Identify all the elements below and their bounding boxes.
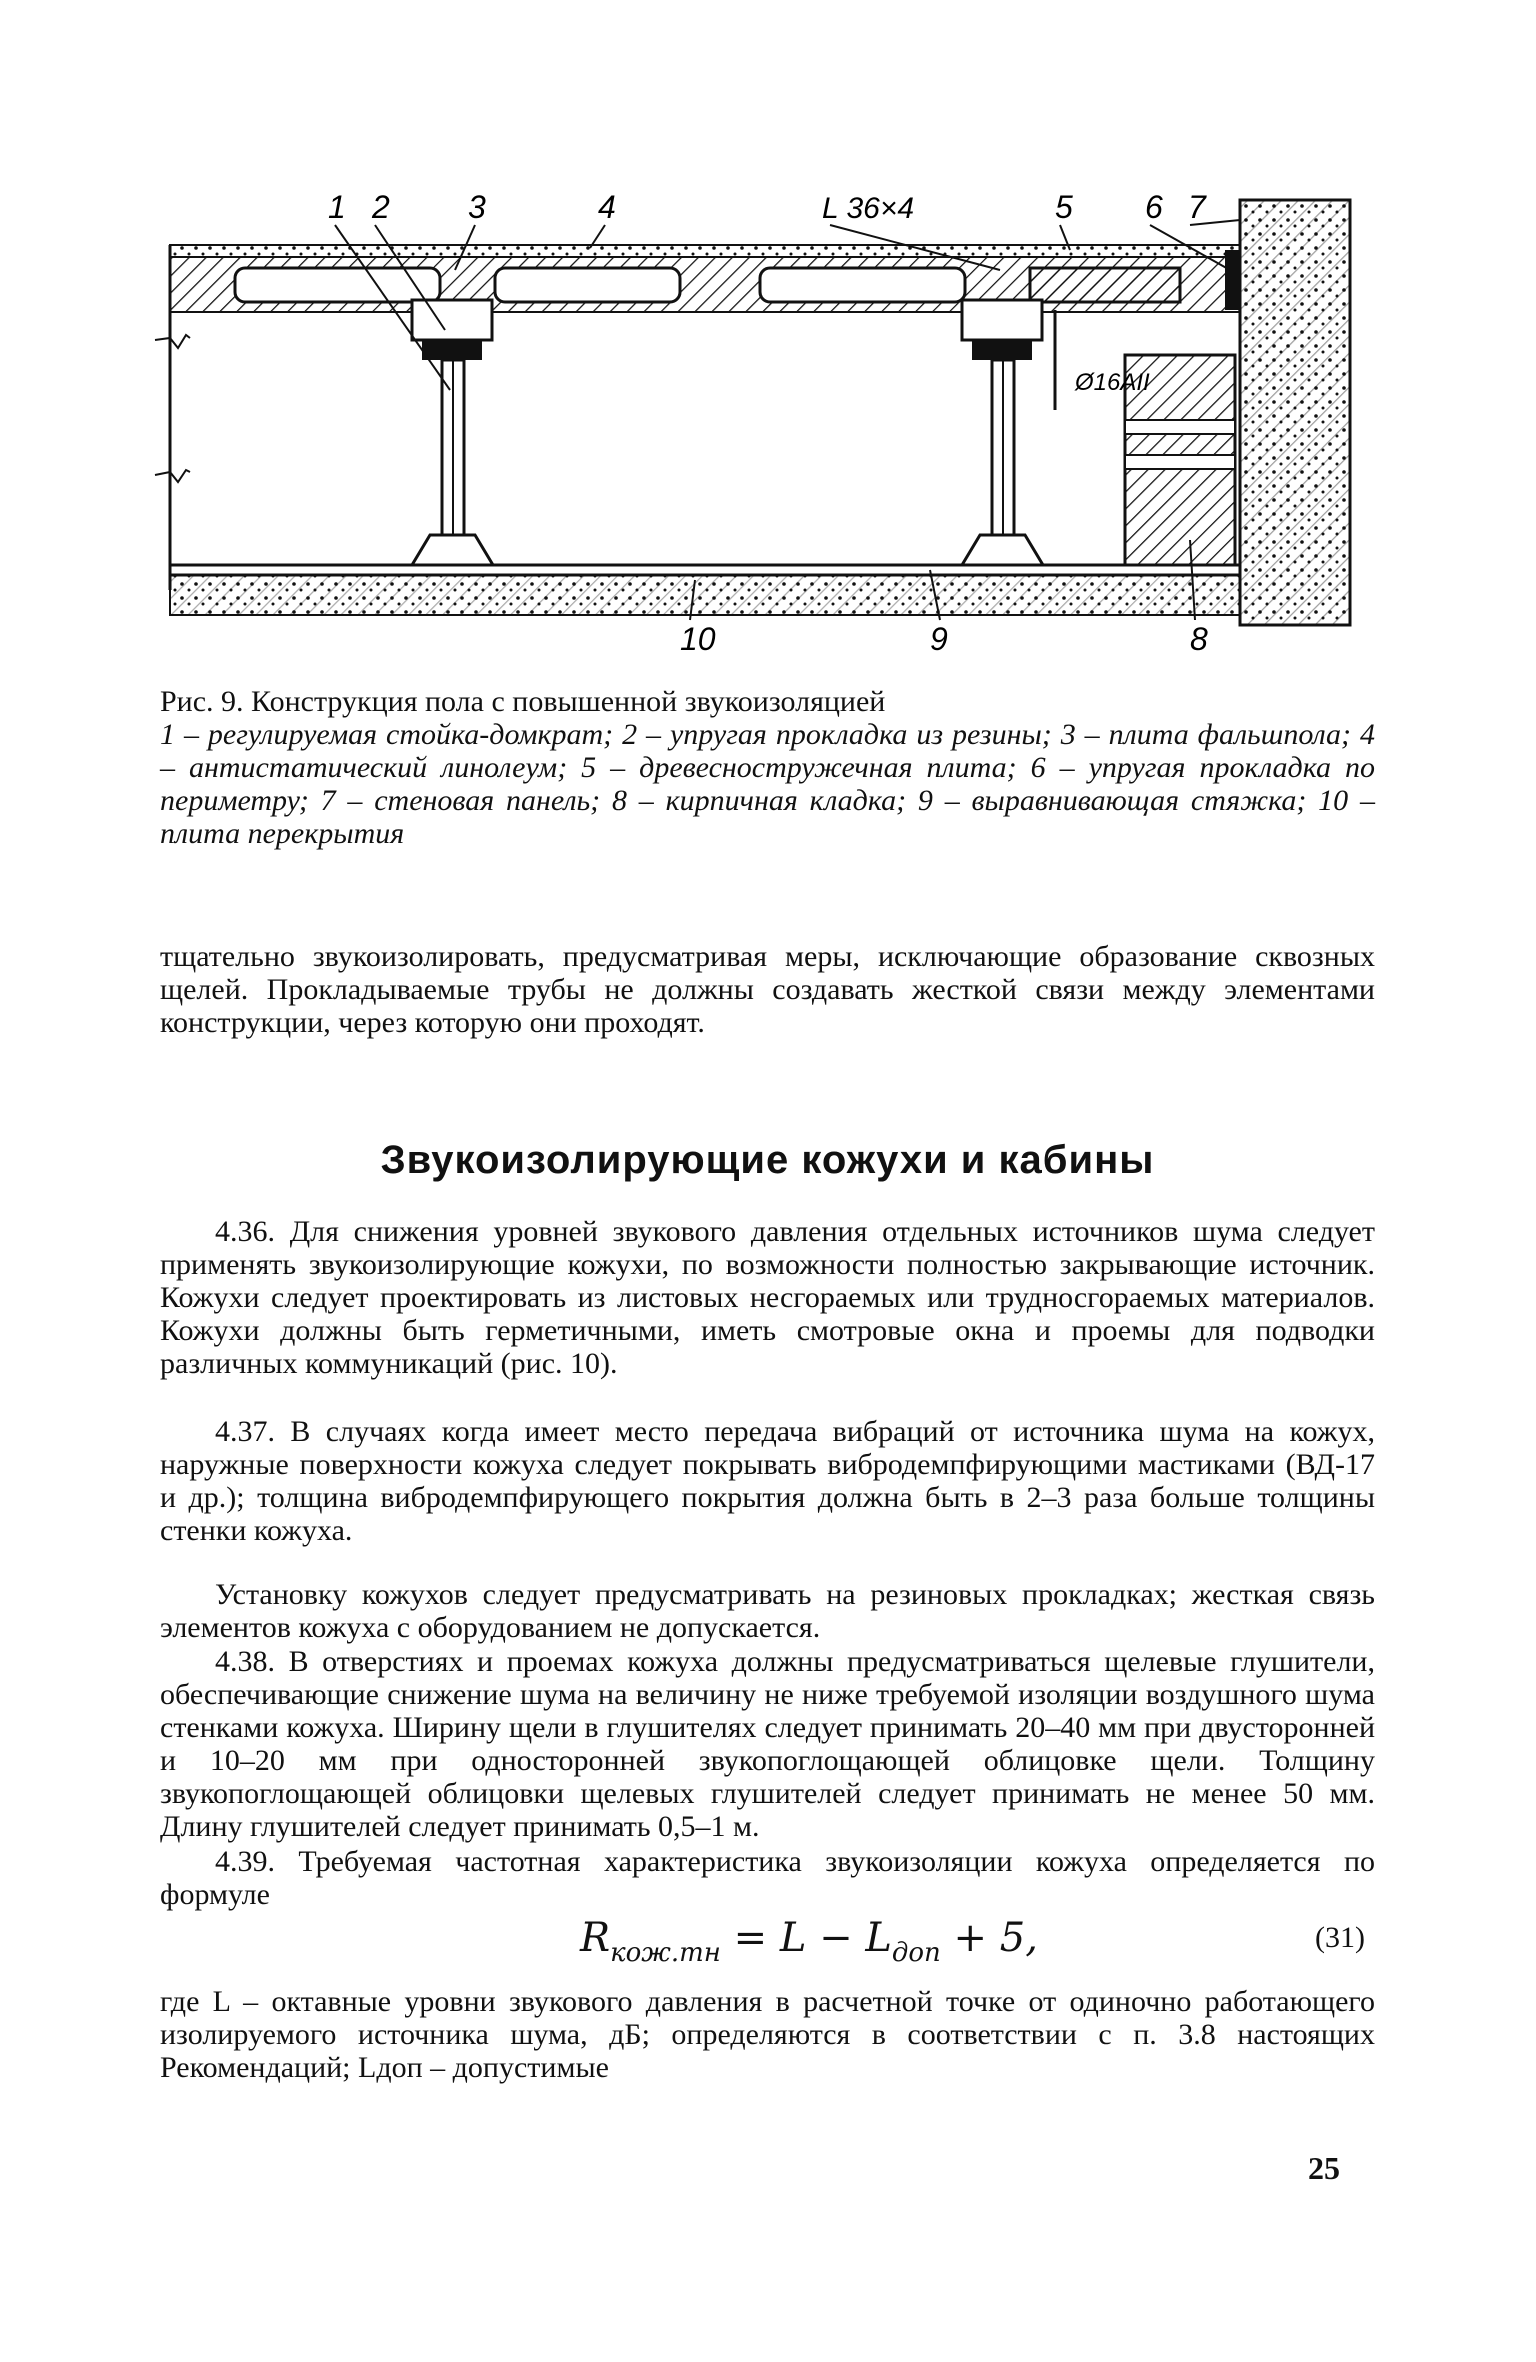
paragraph-4-37: 4.37. В случаях когда имеет место передача вибраций от источника шума на кожух, наружные поверхности кожуха следует покрывать вибродемпфирующими мастиками (ВД-17 и др.); толщина вибродемпфирующего покрытия должна быть в 2–3 раза больше толщины стенки кожуха.: [160, 1415, 1375, 1547]
intro-paragraph: тщательно звукоизолировать, предусматривая меры, исключающие образование сквозных щелей. Прокладываемые трубы не должны создавать жесткой связи между элементами конструкции, через которую они проходят.: [160, 940, 1375, 1039]
paragraph-4-39: 4.39. Требуемая частотная характеристика звукоизоляции кожуха определяется по формуле: [160, 1845, 1375, 1911]
paragraph-4-38: 4.38. В отверстиях и проемах кожуха должны предусматриваться щелевые глушители, обеспечивающие снижение шума на величину не ниже требуемой изоляции воздушного шума стенками кожуха. Ширину щели в глушителях следует принимать 20–40 мм при двусторонней и 10–20 мм при односторонней звукопоглощающей облицовке щели. Толщину звукопоглощающей облицовки щелевых глушителей следует принимать не менее 50 мм. Длину глушителей следует принимать 0,5–1 м.: [160, 1645, 1375, 1843]
formula-end: + 5,: [940, 1915, 1038, 1961]
callout-1: 1: [328, 189, 346, 225]
caption-legend: 1 – регулируемая стойка-домкрат; 2 – упругая прокладка из резины; 3 – плита фальшпола; 4 – антистатический линолеум; 5 – древесностружечная плита; 6 – упругая прокладка по периметру; 7 – стеновая панель; 8 – кирпичная кладка; 9 – выравнивающая стяжка; 10 – плита перекрытия: [160, 718, 1375, 850]
callout-10: 10: [680, 621, 716, 657]
callout-9: 9: [930, 621, 948, 657]
callout-4: 4: [598, 189, 616, 225]
jack-post-1: [412, 300, 493, 565]
page-number: 25: [1308, 2150, 1340, 2186]
formula-middle: = L − L: [720, 1915, 892, 1961]
callout-5: 5: [1055, 189, 1073, 225]
formula-number: (31): [1315, 1921, 1365, 1954]
callout-3: 3: [468, 189, 486, 225]
floor-section-drawing: [150, 160, 1370, 660]
where-paragraph: где L – октавные уровни звукового давления в расчетной точке от одиночно работающего изолируемого источника шума, дБ; определяются в соответствии с п. 3.8 настоящих Рекомендаций; Lдоп – допустимые: [160, 1985, 1375, 2084]
figure-caption: [160, 685, 1375, 850]
callout-6: 6: [1145, 189, 1163, 225]
caption-title: Рис. 9. Конструкция пола с повышенной звукоизоляцией: [160, 685, 886, 718]
callout-2: 2: [372, 189, 390, 225]
callout-7: 7: [1188, 189, 1206, 225]
formula-R: R: [580, 1915, 611, 1961]
floor-construction-figure: [150, 160, 1370, 660]
rod-label: Ø16AII: [1075, 369, 1150, 396]
callout-8: 8: [1190, 621, 1208, 657]
formula-31: [580, 1915, 1038, 1968]
callout-angle: L 36×4: [822, 192, 915, 225]
formula-row: [160, 1915, 1375, 1975]
jack-post-2: [962, 300, 1043, 565]
formula-sub-dop: доп: [891, 1938, 941, 1968]
formula-sub-kozh: кож.тн: [610, 1938, 721, 1968]
paragraph-installation: Установку кожухов следует предусматривать на резиновых прокладках; жесткая связь элементов кожуха с оборудованием не допускается.: [160, 1578, 1375, 1644]
section-heading: Звукоизолирующие кожухи и кабины: [380, 1138, 1155, 1182]
paragraph-4-36: 4.36. Для снижения уровней звукового давления отдельных источников шума следует применять звукоизолирующие кожухи, по возможности полностью закрывающие источник. Кожухи следует проектировать из листовых несгораемых или трудносгораемых материалов. Кожухи должны быть герметичными, иметь смотровые окна и проемы для подводки различных коммуникаций (рис. 10).: [160, 1215, 1375, 1380]
